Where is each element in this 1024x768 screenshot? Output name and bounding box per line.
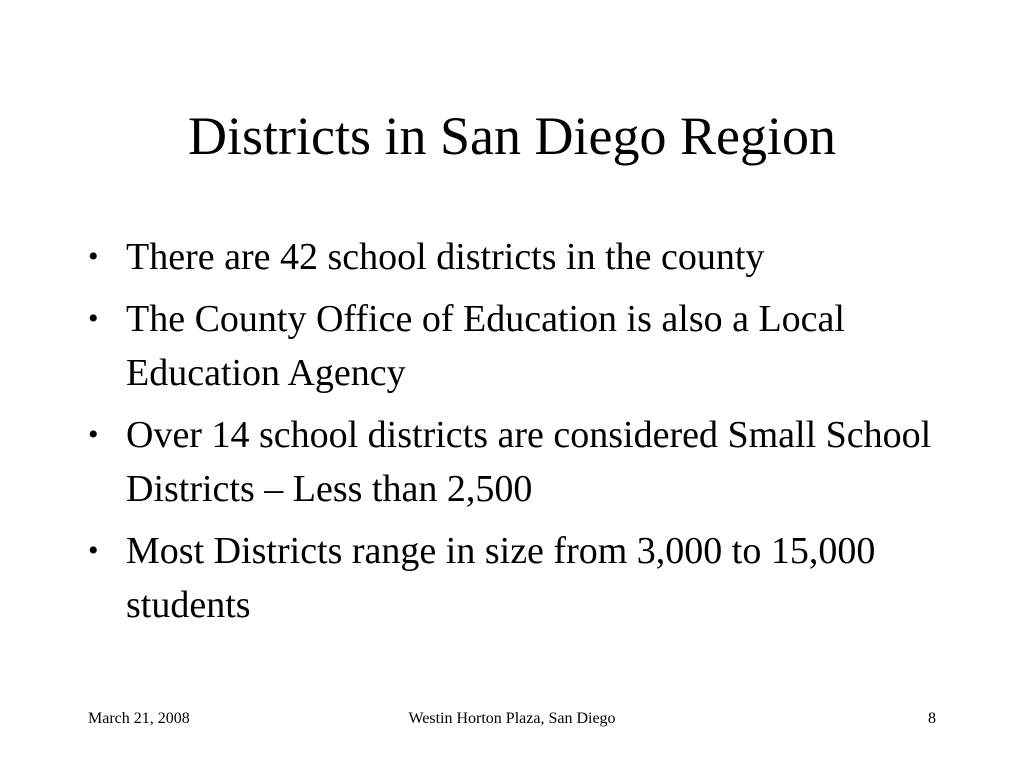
bullet-item	[86, 230, 936, 284]
footer-location: Westin Horton Plaza, San Diego	[408, 710, 616, 727]
footer-date: March 21, 2008	[88, 710, 190, 727]
bullet-text: There are 42 school districts in the county	[126, 236, 765, 278]
bullet-marker: •	[88, 418, 99, 451]
bullet-list	[86, 230, 936, 640]
bullet-text: Most Districts range in size from 3,000 to 15,000 students	[126, 530, 876, 626]
bullet-text: Over 14 school districts are considered Small School Districts – Less than 2,500	[126, 414, 932, 510]
bullet-item	[86, 292, 936, 400]
page-number: 8	[928, 710, 936, 727]
bullet-marker: •	[88, 302, 99, 335]
slide-title: Districts in San Diego Region	[188, 106, 836, 166]
bullet-item	[86, 408, 936, 516]
bullet-item	[86, 524, 936, 632]
bullet-text: The County Office of Education is also a Local Education Agency	[126, 298, 845, 394]
bullet-marker: •	[88, 534, 99, 567]
bullet-marker: •	[88, 240, 99, 273]
